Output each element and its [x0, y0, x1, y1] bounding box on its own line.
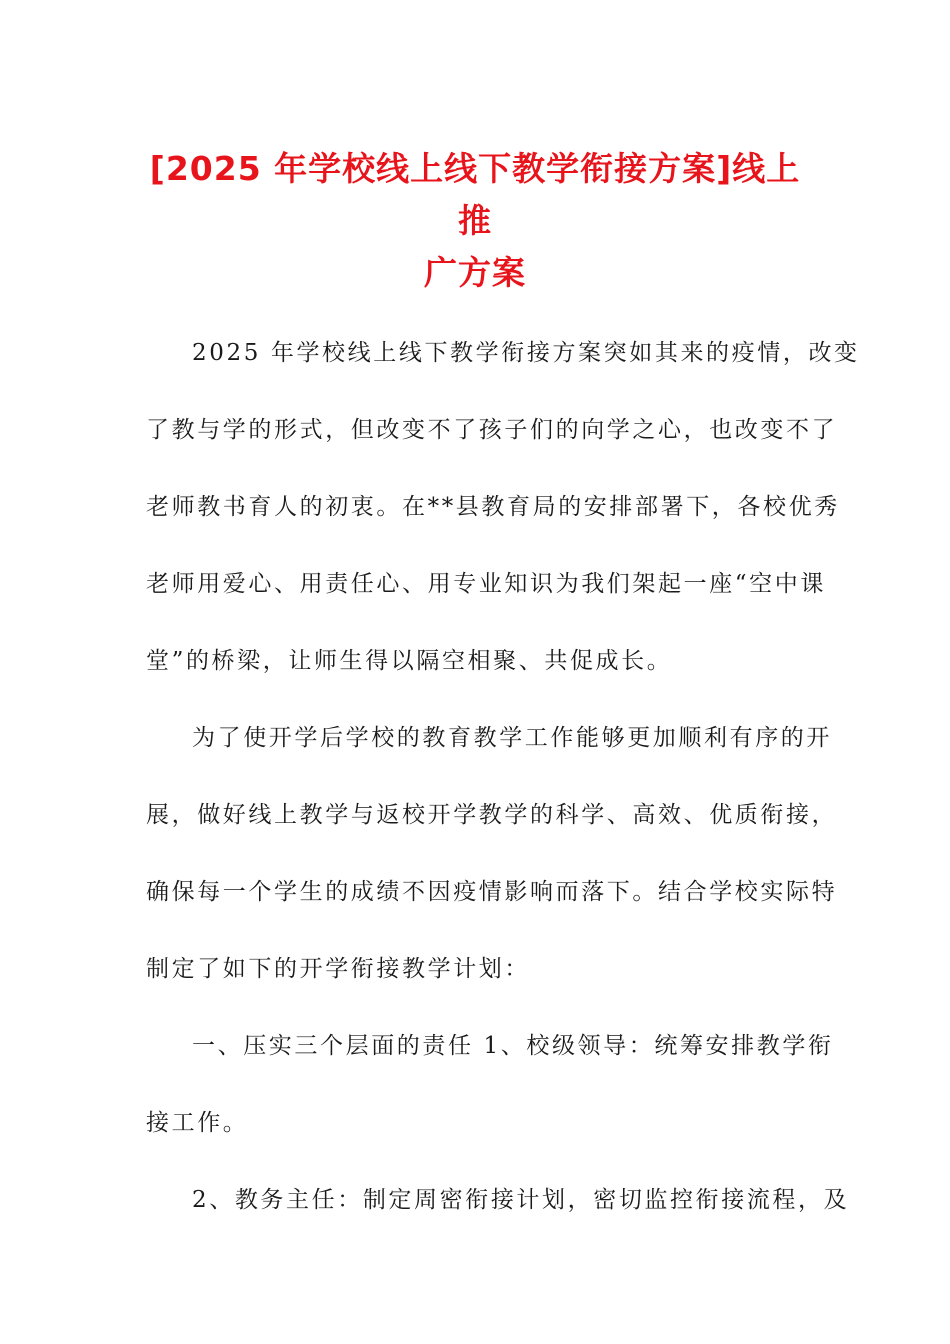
document-body	[146, 328, 860, 1252]
title-line-2: 广方案	[424, 253, 526, 292]
paragraph-line: 老师教书育人的初衷。在**县教育局的安排部署下，各校优秀	[146, 494, 840, 520]
paragraph-line: 2025 年学校线上线下教学衔接方案突如其来的疫情，改变	[192, 340, 860, 366]
paragraph-line: 接工作。	[146, 1110, 249, 1136]
paragraph-line: 了教与学的形式，但改变不了孩子们的向学之心，也改变不了	[146, 417, 838, 443]
paragraph-line: 堂”的桥梁，让师生得以隔空相聚、共促成长。	[146, 648, 673, 674]
document-title	[140, 143, 810, 299]
paragraph-line: 老师用爱心、用责任心、用专业知识为我们架起一座“空中课	[146, 571, 826, 597]
title-line-1: [2025 年学校线上线下教学衔接方案]线上推	[149, 149, 801, 240]
paragraph-line: 制定了如下的开学衔接教学计划：	[146, 956, 530, 982]
paragraph-line: 2、教务主任：制定周密衔接计划，密切监控衔接流程，及	[192, 1187, 850, 1213]
paragraph-line: 展，做好线上教学与返校开学教学的科学、高效、优质衔接，	[146, 802, 838, 828]
paragraph-line: 为了使开学后学校的教育教学工作能够更加顺利有序的开	[192, 725, 832, 751]
paragraph-line: 确保每一个学生的成绩不因疫情影响而落下。结合学校实际特	[146, 879, 838, 905]
paragraph-line: 一、压实三个层面的责任 1、校级领导：统筹安排教学衔	[192, 1033, 834, 1059]
